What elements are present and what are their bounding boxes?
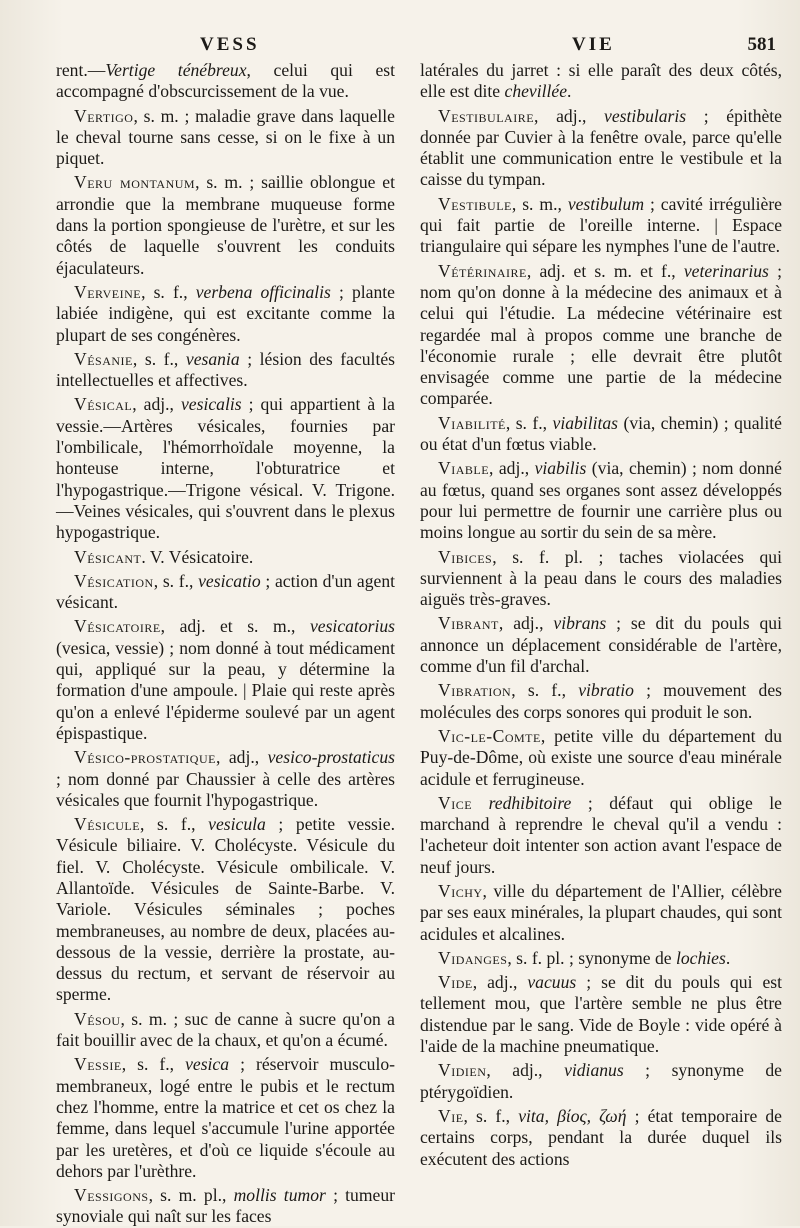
entry-definition: ; nom qu'on donne à la médecine des animaux et à celui qui l'étudie. La médecine vétérinaire est regardée mal à propos comme une branche de l'économie rurale ; elle devrait être plutôt envisagée comme une partie de la médecine comparée. [420,260,782,409]
entry-definition: ; tumeur synoviale qui naît sur les faces [56,1185,395,1227]
entry-text: , adj. et s. m. et f., [526,260,684,281]
entry-headword: Vibration [438,680,512,701]
entry-headword: Veru montanum [74,172,196,193]
entry-latin-term: veterinarius [683,260,769,281]
entry-headword: Vésico-prostatique [74,747,216,768]
entry-headword: Viable [438,458,490,479]
dictionary-entry [420,613,782,677]
dictionary-entry [420,680,782,723]
dictionary-entry [420,413,782,456]
entry-text: , s. f., [153,570,199,591]
entry-headword: Vésou [74,1008,121,1029]
entry-latin-term: vibratio [578,680,634,701]
entry-latin-term: vesicatorius [309,616,395,637]
dictionary-entry [56,616,395,744]
entry-text: , adj., [215,747,268,768]
entry-latin-term: viabilis [534,458,587,479]
entry-text [472,793,489,813]
entry-headword: Vésical [74,394,133,415]
entry-latin-term: vesicatio [198,570,261,591]
entry-definition: ; nom donné par Chaussier à celle des artères vésicales que fournit l'hypogastrique. [56,768,395,810]
entry-text: , s. f., [140,814,209,835]
entry-latin-term: vesico-prostaticus [267,747,395,768]
entry-headword: Vésanie [74,348,133,369]
dictionary-entry [420,194,782,258]
entry-latin-term: vestibularis [604,105,687,126]
entry-latin-term: vesania [185,348,240,369]
entry-definition: ; se dit du pouls qui annonce un déplacement considérable de l'artère, comme d'un fil d'archal. [420,613,782,677]
dictionary-entry [420,793,782,878]
dictionary-entry [56,571,395,614]
entry-text: , s. m. ; suc de canne à sucre qu'on a fait bouillir avec de la chaux, et qu'on a écumé. [56,1008,395,1051]
dictionary-entry [420,261,782,410]
entry-latin-term: vidianus [564,1060,624,1081]
entry-text: , s. m. ; maladie grave dans laquelle le cheval tourne sans cesse, si on le fixe à un piquet. [56,105,395,169]
dictionary-entry [420,726,782,790]
dictionary-entry [420,458,782,543]
entry-definition: . [725,947,731,968]
dictionary-entry [420,106,782,191]
entry-text: , s. f., [463,1105,519,1126]
dictionary-entry [420,881,782,945]
right-column [420,60,782,1210]
entry-definition: ; défaut qui oblige le marchand à reprendre le cheval qu'il a vendu : l'acheteur doit intenter son action avant l'espace de neuf jours. [420,792,782,877]
entry-headword: Vestibulaire [438,105,535,126]
entry-latin-term: redhibitoire [488,792,572,813]
entry-latin-term: vibrans [553,613,607,634]
entry-text: , adj., [132,394,181,415]
entry-definition: ; synonyme de ptérygoïdien. [420,1060,782,1102]
entry-text: , adj., [498,613,554,634]
entry-latin-term: chevillée [504,81,568,102]
entry-latin-term: vesica [185,1054,230,1075]
entry-headword: Vidien [438,1060,487,1081]
dictionary-entry [56,547,395,568]
entry-headword: Vésicant [74,546,142,567]
dictionary-entry [420,1106,782,1170]
dictionary-entry [56,814,395,1006]
dictionary-entry [420,547,782,611]
entry-definition: ; état temporaire de certains corps, pendant la durée duquel ils exécutent des actions [420,1105,782,1169]
entry-headword: Vésicatoire [74,616,161,637]
entry-text: , s. f., [505,412,553,433]
entry-text: , s. f., [132,348,186,369]
entry-headword: Vessigons [74,1185,149,1206]
entry-text: , adj. et s. m., [160,616,310,637]
entry-text: , s. m., [511,193,568,214]
dictionary-entry [56,1009,395,1052]
entry-latin-term: vacuus [527,972,577,993]
entry-latin-term: vesicula [208,814,266,835]
entry-latin-term: Vertige ténébreux [105,60,247,80]
entry-text: , adj., [534,105,605,126]
dictionary-entry [420,1060,782,1103]
entry-headword: Vertigo [74,105,134,126]
entry-definition: , celui qui est accompagné d'obscurcissement de la vue. [56,60,395,102]
entry-headword: Vic-le-Comte [438,725,541,746]
entry-definition: ; épithète donnée par Cuvier à la fenêtre ovale, parce qu'elle établit une communication entre le vestibule et la caisse du tympan. [420,105,782,190]
entry-definition: ; lésion des facultés intellectuelles et affectives. [56,348,395,391]
entry-definition: ; action d'un agent vésicant. [56,570,395,613]
entry-definition: (via, chemin) ; qualité ou état d'un fœtus viable. [420,412,782,455]
entry-headword: Vidanges [438,947,508,968]
entry-definition: (vesica, vessie) ; nom donné à tout médicament qui, appliqué sur la peau, y détermine la formation d'une ampoule. | Plaie qui reste après qu'on a enlevé l'épiderme soulevé par un agent épispastique. [56,637,395,743]
entry-latin-term: viabilitas [552,412,619,433]
entry-headword: Vice [438,792,473,813]
entry-text: , s. f. pl. ; taches violacées qui surviennent à la peau dans le cours des maladies aiguës très-graves. [420,546,782,610]
entry-latin-term: mollis tumor [233,1185,326,1206]
dictionary-entry [420,972,782,1057]
dictionary-entry [56,60,395,103]
entry-text: , adj., [489,458,535,479]
entry-text: latérales du jarret : si elle paraît des deux côtés, elle est dite [420,60,782,102]
left-column [56,60,396,1227]
entry-text: , s. f., [511,680,579,701]
page-number: 581 [747,34,776,55]
entry-text: , s. f., [121,1054,186,1075]
entry-headword: Vie [438,1105,464,1126]
dictionary-entry [56,747,395,811]
entry-definition: ; petite vessie. Vésicule biliaire. V. Cholécyste. Vésicule du fiel. V. Cholécyste. Vésicule ombilicale. V. Allantoïde. Vésicules de Sainte-Barbe. V. Variole. Vésicules séminales ; poches membraneuses, au nombre de deux, placées au-dessous de la vessie, derrière la prostate, au-dessus du rectum, et servant de réservoir au sperme. [56,814,396,1005]
entry-text: , s. m. ; saillie oblongue et arrondie que la membrane muqueuse forme dans la portion spongieuse de l'urètre, et sur les côtés de laquelle s'ouvrent les conduits éjaculateurs. [56,172,395,278]
entry-text: , adj., [486,1060,565,1081]
dictionary-entry [420,60,782,103]
entry-definition: ; qui appartient à la vessie.—Artères vésicales, fournies par l'ombilicale, l'hémorrhoïdale moyenne, la honteuse interne, l'obturatrice et l'hypogastrique.—Trigone vésical. V. Trigone.—Veines vésicales, qui s'ouvrent dans le plexus hypogastrique. [56,394,395,543]
dictionary-entry [56,394,395,543]
entry-text: , s. f., [141,281,196,302]
entry-latin-term: vesicalis [180,394,242,415]
entry-text: , ville du département de l'Allier, célèbre par ses eaux minérales, la plupart chaudes, qui sont acidules et alcalines. [420,880,782,944]
entry-definition: ; se dit du pouls qui est tellement mou, que l'artère semble ne plus être distendue par le sang. Vide de Boyle : vide opéré à l'aide de la machine pneumatique. [420,972,782,1057]
header-right-guide-word: VIE [572,34,615,55]
dictionary-entry [56,282,395,346]
dictionary-entry [420,948,782,969]
dictionary-entry [56,1185,395,1228]
entry-definition: ; cavité irrégulière qui fait partie de l'oreille interne. | Espace triangulaire qui sépare les nymphes l'une de l'autre. [420,193,782,257]
entry-headword: Vésicule [74,814,141,835]
entry-headword: Vésication [74,570,154,591]
dictionary-entry [56,172,395,278]
entry-latin-term: lochies [675,947,726,968]
entry-text: , s. m. pl., [148,1185,234,1206]
entry-definition: ; mouvement des molécules des corps sonores qui produit le son. [420,680,782,722]
entry-definition: ; plante labiée indigène, qui est excitante comme la plupart de ses congénères. [56,281,395,345]
entry-headword: Verveine [74,281,142,302]
entry-definition: . [567,81,572,102]
entry-text: . V. Vésicatoire. [141,546,254,567]
running-header [60,34,776,58]
entry-latin-term: vita, βίος, ζωή [518,1105,627,1126]
entry-headword: Vétérinaire [438,260,527,281]
entry-headword: Vibices [438,546,493,567]
entry-text: , petite ville du département du Puy-de-Dôme, où existe une source d'eau minérale acidule et ferrugineuse. [420,725,782,789]
dictionary-entry [56,349,395,392]
dictionary-entry [56,106,395,170]
entry-headword: Viabilité [438,412,506,433]
entry-text: , s. f. pl. ; synonyme de [507,947,676,968]
entry-headword: Vide [438,972,473,993]
dictionary-entry [56,1054,395,1182]
entry-headword: Vibrant [438,613,499,634]
entry-text: , adj., [472,972,528,993]
entry-headword: Vichy [438,880,483,901]
entry-headword: Vestibule [438,193,512,214]
entry-latin-term: vestibulum [567,193,645,214]
entry-headword: Vessie [74,1054,122,1075]
header-left-guide-word: VESS [200,34,260,55]
entry-definition: (via, chemin) ; nom donné au fœtus, quand ses organes sont assez développés pour lui permettre de fournir une carrière plus ou moins longue au sortir du sein de sa mère. [420,458,782,543]
entry-latin-term: verbena officinalis [195,281,331,302]
entry-definition: ; réservoir musculo-membraneux, logé entre le pubis et le rectum chez l'homme, entre la matrice et cet os chez la femme, dans lequel s'accumule l'urine apportée par les uretères, et d'où ce liquide s'écoule au dehors par l'urèthre. [56,1054,395,1181]
entry-text: rent.— [56,60,106,80]
